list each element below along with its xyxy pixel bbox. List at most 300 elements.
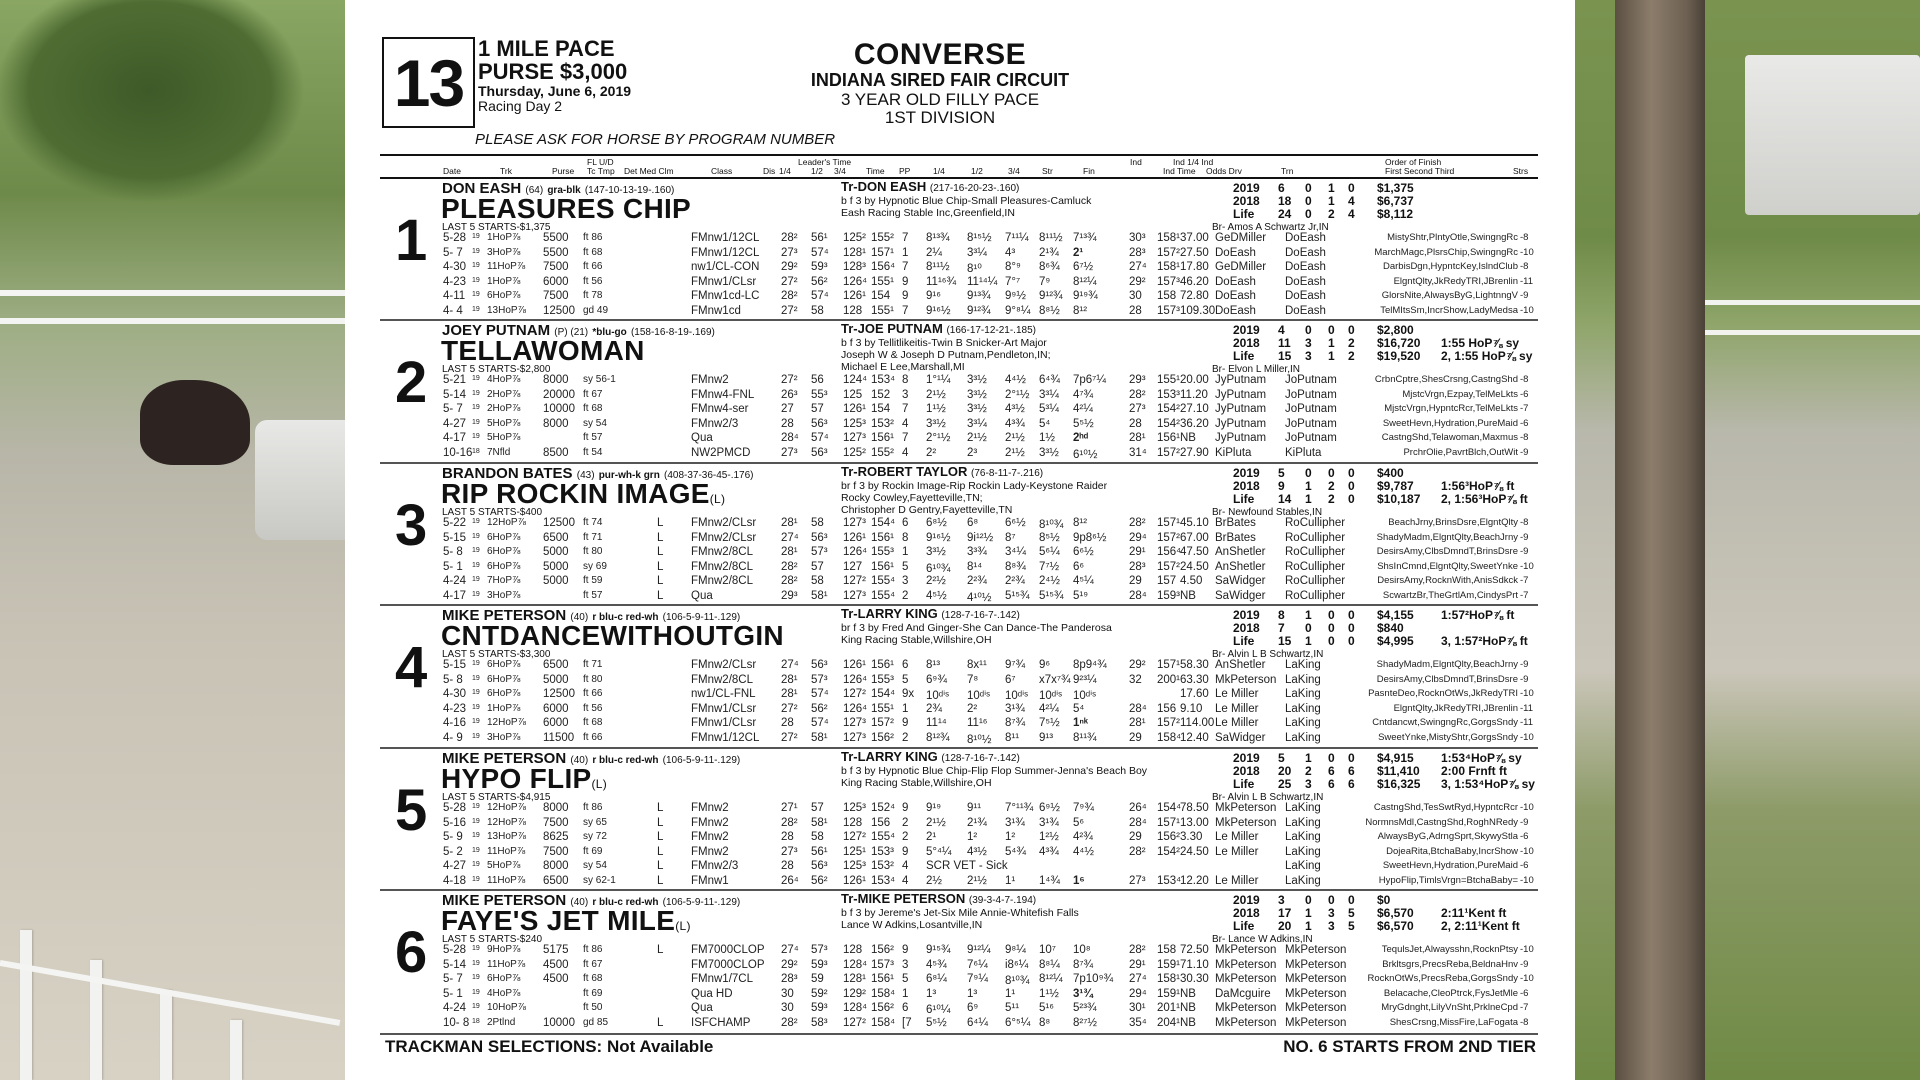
pp-h: 58 bbox=[811, 831, 824, 843]
pp-cond: ft 69 bbox=[583, 845, 603, 857]
pp-cond: ft 54 bbox=[583, 446, 603, 458]
pp-cond: ft 68 bbox=[583, 403, 603, 414]
pp-order-of-finish: CrbnCptre,ShesCrsng,CastngShd bbox=[1374, 374, 1518, 385]
pp-cond: ft 59 bbox=[583, 575, 603, 586]
pp-pp: 6 bbox=[902, 659, 909, 671]
pp-p2: 9¹¹ bbox=[967, 802, 982, 814]
stats-year: Life bbox=[1233, 492, 1255, 506]
pp-date: 5-22 bbox=[443, 517, 467, 529]
stats-starts: 8 bbox=[1278, 608, 1285, 622]
pp-trn: JoPutnam bbox=[1285, 374, 1337, 386]
pp-odds: 17.60 bbox=[1180, 688, 1209, 700]
pp-trk: 6HoP⅞ bbox=[487, 688, 521, 699]
pp-pp: 2 bbox=[902, 731, 909, 744]
pp-odds: 12.20 bbox=[1180, 874, 1209, 887]
race-distance: 1 MILE PACE bbox=[478, 36, 615, 61]
pp-q: 28² bbox=[781, 290, 798, 302]
pp-q: 28¹ bbox=[781, 673, 798, 686]
driver-name: JOEY PUTNAM bbox=[442, 322, 551, 339]
pp-p3: 1² bbox=[1005, 831, 1016, 843]
pp-cls: FMnw2/CLsr bbox=[691, 517, 757, 529]
pp-h: 57 bbox=[811, 403, 824, 415]
driver-stats: (408-37-36-45-.176) bbox=[663, 470, 754, 481]
pp-odds: 3.30 bbox=[1180, 831, 1203, 843]
stats-record: 2, 1:56³HoP⅞ ft bbox=[1441, 492, 1528, 506]
pp-time: 156 bbox=[871, 816, 891, 829]
pp-h: 57 bbox=[811, 802, 824, 814]
pp-tq: 127² bbox=[843, 831, 867, 843]
pp-q: 27² bbox=[781, 702, 798, 715]
pp-year: 18 bbox=[472, 1017, 480, 1025]
pp-odds: 30.30 bbox=[1180, 973, 1209, 985]
pp-q: 28 bbox=[781, 860, 794, 872]
pp-fin: 7p10⁹¾ bbox=[1073, 973, 1114, 985]
pp-purse: 8625 bbox=[543, 831, 569, 843]
pp-trk: 4HoP⅞ bbox=[487, 987, 521, 999]
pp-purse: 7500 bbox=[543, 816, 569, 829]
pp-p3: 10ᵈⁱˢ bbox=[1005, 690, 1029, 702]
header-rule-bottom bbox=[380, 177, 1538, 179]
pp-purse: 6500 bbox=[543, 531, 569, 544]
pp-odds: 27.50 bbox=[1180, 246, 1209, 259]
stats-shows: 5 bbox=[1348, 919, 1355, 933]
pp-cls: FMnw4-FNL bbox=[691, 388, 755, 401]
pp-str: 1²½ bbox=[1039, 831, 1059, 843]
pp-q: 28² bbox=[781, 232, 798, 244]
pp-time: 154⁴ bbox=[871, 517, 896, 529]
pp-p3: 9°⁸¼ bbox=[1005, 304, 1031, 317]
pp-year: 19 bbox=[472, 974, 480, 981]
stats-starts: 15 bbox=[1278, 634, 1292, 648]
pp-drv: BrBates bbox=[1215, 531, 1256, 544]
pp-cond: ft 80 bbox=[583, 546, 603, 557]
pp-time: 156² bbox=[871, 1002, 895, 1014]
pp-q: 28³ bbox=[781, 973, 798, 985]
pp-year: 19 bbox=[472, 832, 480, 839]
pp-itime: 204¹ bbox=[1157, 1016, 1181, 1029]
pp-h: 56² bbox=[811, 275, 828, 288]
pp-p1: 9¹⁹ bbox=[926, 802, 942, 814]
pp-purse: 7500 bbox=[543, 845, 569, 858]
pp-trk: 6HoP⅞ bbox=[487, 673, 521, 685]
pp-year: 19 bbox=[472, 404, 480, 411]
pp-p2: 4³½ bbox=[967, 845, 987, 858]
pp-itime: 153³ bbox=[1157, 388, 1181, 401]
pp-time: 155⁴ bbox=[871, 831, 896, 843]
pp-odds: 58.30 bbox=[1180, 659, 1209, 671]
pp-year: 19 bbox=[472, 389, 480, 397]
pp-ind: 27⁴ bbox=[1129, 973, 1147, 985]
trainer-block bbox=[841, 322, 1051, 373]
stats-earnings: $16,720 bbox=[1377, 336, 1421, 350]
stats-wins: 0 bbox=[1305, 207, 1312, 221]
pp-drv: Le Miller bbox=[1215, 845, 1259, 858]
pp-str: 7⁵½ bbox=[1039, 717, 1060, 729]
pp-q: 27³ bbox=[781, 246, 798, 259]
past-performance-row bbox=[345, 261, 1575, 276]
past-performance-lines bbox=[345, 802, 1575, 889]
past-performance-row bbox=[345, 959, 1575, 974]
column-headers bbox=[345, 157, 1575, 177]
horse-name: FAYE'S JET MILE bbox=[441, 905, 676, 936]
pp-ind: 28¹ bbox=[1129, 717, 1146, 729]
stats-earnings: $10,187 bbox=[1377, 492, 1421, 506]
pp-trk: 2Ptlnd bbox=[487, 1016, 516, 1028]
pp-trk: 6HoP⅞ bbox=[487, 973, 521, 984]
pp-year: 19 bbox=[472, 861, 480, 868]
pp-p1: 1¹½ bbox=[926, 403, 946, 415]
stats-earnings: $16,325 bbox=[1377, 777, 1421, 791]
pp-order-of-finish: SweetHevn,Hydration,PureMaid bbox=[1382, 417, 1518, 429]
pp-drv: Le Miller bbox=[1215, 688, 1259, 700]
stats-starts: 20 bbox=[1278, 919, 1292, 933]
stats-wins: 2 bbox=[1305, 764, 1312, 778]
pp-year: 19 bbox=[472, 945, 480, 952]
pp-tq: 127³ bbox=[843, 432, 867, 444]
pp-starters: -10 bbox=[1520, 304, 1534, 316]
stats-places: 2 bbox=[1328, 492, 1335, 506]
pp-pp: 7 bbox=[902, 261, 909, 273]
pp-trn: RoCullipher bbox=[1285, 560, 1346, 573]
stats-year: Life bbox=[1233, 919, 1255, 933]
stats-record: 3, 1:57²HoP⅞ ft bbox=[1441, 634, 1528, 648]
pp-q: 27² bbox=[781, 275, 798, 288]
pp-drv: KiPluta bbox=[1215, 446, 1252, 459]
pp-p1: 2¾ bbox=[926, 702, 942, 715]
pp-pp: 5 bbox=[902, 973, 909, 985]
pp-str: 8⁵½ bbox=[1039, 531, 1060, 544]
pp-trn: MkPeterson bbox=[1285, 987, 1347, 1000]
pp-year: 19 bbox=[472, 703, 480, 711]
pp-starters: -8 bbox=[1520, 374, 1529, 385]
pp-str: 7⁹ bbox=[1039, 275, 1051, 288]
pp-h: 56³ bbox=[811, 531, 828, 544]
pp-tq: 128 bbox=[843, 304, 863, 317]
pp-odds: NB bbox=[1180, 432, 1196, 444]
pp-date: 5- 7 bbox=[443, 403, 463, 415]
pp-date: 5-28 bbox=[443, 944, 467, 956]
stats-wins: 1 bbox=[1305, 492, 1312, 506]
pp-drv: BrBates bbox=[1215, 517, 1256, 529]
horse-name-line bbox=[441, 620, 784, 652]
col-trainer: Trn bbox=[1281, 166, 1294, 176]
pp-cls: FMnw1cd bbox=[691, 304, 741, 317]
pp-cond: ft 57 bbox=[583, 432, 603, 443]
pp-ind: 30³ bbox=[1129, 232, 1146, 244]
stats-wins: 0 bbox=[1305, 194, 1312, 208]
pp-time: 155³ bbox=[871, 673, 895, 686]
pp-time: 156¹ bbox=[871, 531, 895, 544]
pp-trk: 1HoP⅞ bbox=[487, 232, 521, 243]
pp-trk: 11HoP⅞ bbox=[487, 261, 526, 272]
pp-date: 5-28 bbox=[443, 802, 467, 814]
owner: King Racing Stable,Willshire,OH bbox=[841, 777, 992, 789]
pedigree: b f 3 by Hypnotic Blue Chip-Flip Flop Summer-Jenna's Beach Boy bbox=[841, 764, 1148, 777]
pp-trk: 12HoP⅞ bbox=[487, 717, 526, 728]
pp-tq: 125³ bbox=[843, 417, 867, 430]
horse-name-line bbox=[441, 193, 691, 225]
pp-h: 59³ bbox=[811, 261, 828, 273]
pp-year: 19 bbox=[472, 988, 480, 996]
stats-places: 1 bbox=[1328, 349, 1335, 363]
pp-p1: 6¹⁰¼ bbox=[926, 1004, 951, 1016]
stats-earnings: $400 bbox=[1377, 466, 1404, 480]
pp-time: 154 bbox=[871, 290, 891, 302]
pp-tq: 126⁴ bbox=[843, 546, 868, 558]
pp-cond: ft 74 bbox=[583, 517, 603, 528]
pp-itime: 158¹ bbox=[1157, 973, 1181, 985]
stats-shows: 2 bbox=[1348, 349, 1355, 363]
pp-pp: 6 bbox=[902, 517, 909, 529]
pp-fin: 4⁴½ bbox=[1073, 845, 1094, 858]
pp-trk: 12HoP⅞ bbox=[487, 802, 526, 813]
pp-p3: 9⁷¾ bbox=[1005, 659, 1026, 671]
pp-drv: JyPutnam bbox=[1215, 374, 1267, 386]
pp-purse: 11500 bbox=[543, 731, 575, 744]
pp-year: 19 bbox=[472, 674, 480, 682]
past-performance-row bbox=[345, 732, 1575, 747]
pp-med: L bbox=[657, 517, 664, 529]
program-number: 3 bbox=[395, 493, 428, 558]
pp-fin: 9²³¼ bbox=[1073, 673, 1097, 686]
pp-purse: 6500 bbox=[543, 659, 569, 671]
pp-p1: 1°¹¼ bbox=[926, 374, 951, 386]
pp-starters: -11 bbox=[1520, 702, 1534, 714]
pp-p1: 3³½ bbox=[926, 417, 946, 430]
pp-cond: sy 72 bbox=[583, 831, 607, 842]
race-number-box bbox=[382, 37, 475, 128]
pp-cls: FMnw1/CLsr bbox=[691, 717, 757, 729]
stats-record: 3, 1:53⁴HoP⅞ sy bbox=[1441, 777, 1535, 791]
past-performance-row bbox=[345, 389, 1575, 404]
pp-p2: 3³¼ bbox=[967, 246, 987, 259]
pp-p1: 8¹²¾ bbox=[926, 731, 950, 744]
pp-pp: 7 bbox=[902, 403, 909, 415]
pp-p3: 3⁴¼ bbox=[1005, 546, 1026, 558]
pp-q: 27² bbox=[781, 304, 798, 317]
pp-itime: 157² bbox=[1157, 560, 1181, 573]
pp-trk: 13HoP⅞ bbox=[487, 304, 526, 316]
pp-q: 28 bbox=[781, 417, 794, 430]
tier-note: NO. 6 STARTS FROM 2ND TIER bbox=[1283, 1037, 1536, 1056]
col-odds-drv: Odds Drv bbox=[1206, 166, 1242, 176]
col-fl-ud: FL U/D bbox=[587, 157, 614, 167]
pp-trn: LaKing bbox=[1285, 673, 1321, 686]
pp-pp: 8 bbox=[902, 374, 909, 386]
pp-drv: SaWidger bbox=[1215, 589, 1266, 602]
pedigree: b f 3 by Tellitlikeitis-Twin B Snicker-Art Major bbox=[841, 336, 1047, 349]
pp-starters: -7 bbox=[1520, 1002, 1529, 1013]
pp-starters: -6 bbox=[1520, 860, 1529, 871]
driver-weight: (43) bbox=[576, 470, 595, 481]
pp-pp: 9 bbox=[902, 290, 909, 302]
pp-time: 156¹ bbox=[871, 973, 895, 985]
pp-starters: -9 bbox=[1520, 546, 1529, 557]
pp-starters: -11 bbox=[1520, 275, 1534, 287]
stats-places: 0 bbox=[1328, 608, 1335, 622]
pp-time: 154 bbox=[871, 403, 891, 415]
stats-starts: 20 bbox=[1278, 764, 1292, 778]
stats-earnings: $9,787 bbox=[1377, 479, 1414, 493]
pp-cond: ft 56 bbox=[583, 702, 603, 714]
pp-drv: Le Miller bbox=[1215, 831, 1259, 843]
pp-p1: 2¹½ bbox=[926, 388, 946, 401]
stats-shows: 0 bbox=[1348, 634, 1355, 648]
stats-year: Life bbox=[1233, 349, 1255, 363]
pp-str: 2¹¾ bbox=[1039, 246, 1059, 259]
pp-cls: FMnw2/8CL bbox=[691, 575, 753, 587]
race-number: 13 bbox=[393, 45, 464, 120]
pp-cond: ft 66 bbox=[583, 261, 603, 272]
stats-starts: 24 bbox=[1278, 207, 1292, 221]
pp-tq: 126¹ bbox=[843, 290, 867, 302]
stats-wins: 3 bbox=[1305, 336, 1312, 350]
pp-h: 56² bbox=[811, 874, 828, 887]
past-performance-row bbox=[345, 717, 1575, 732]
pp-p2: 3³½ bbox=[967, 403, 987, 415]
pp-p3: 3¹¾ bbox=[1005, 816, 1025, 829]
pp-starters: -7 bbox=[1520, 403, 1529, 414]
pp-cond: sy 54 bbox=[583, 860, 607, 871]
pp-cls: FMnw2 bbox=[691, 831, 729, 843]
pp-p3: 3¹¾ bbox=[1005, 702, 1025, 715]
pp-str: 6⁹½ bbox=[1039, 802, 1060, 814]
pp-fin: 1ⁿᵏ bbox=[1073, 717, 1088, 729]
stats-record: 2:11¹Kent ft bbox=[1441, 906, 1507, 920]
pp-p3: 8°⁹ bbox=[1005, 261, 1021, 273]
pp-pp: 2 bbox=[902, 831, 909, 843]
pp-h: 56 bbox=[811, 374, 824, 386]
pp-cls: FMnw2/8CL bbox=[691, 560, 753, 573]
last-five-starts: LAST 5 STARTS-$2,800 bbox=[442, 364, 551, 375]
pp-pp: 9 bbox=[902, 845, 909, 858]
pp-cond: ft 68 bbox=[583, 246, 603, 258]
trailer-image bbox=[1745, 55, 1920, 215]
pp-fin: 7¹³¾ bbox=[1073, 232, 1097, 244]
pp-time: 157¹ bbox=[871, 246, 895, 259]
pp-year: 19 bbox=[472, 817, 480, 825]
pp-med: L bbox=[657, 874, 664, 887]
trainer-name: Tr-DON EASH bbox=[841, 179, 927, 194]
pp-str: 3³¼ bbox=[1039, 388, 1059, 401]
pp-time: 154⁴ bbox=[871, 688, 896, 700]
pp-odds: 27.10 bbox=[1180, 403, 1209, 415]
pp-drv: Le Miller bbox=[1215, 717, 1259, 729]
pp-fin: 2¹ bbox=[1073, 246, 1084, 259]
past-performance-lines bbox=[345, 517, 1575, 604]
pp-year: 19 bbox=[472, 433, 480, 440]
pp-date: 4-17 bbox=[443, 432, 467, 444]
entry-divider bbox=[380, 1033, 1538, 1035]
col-date: Date bbox=[443, 166, 461, 176]
pp-drv: DoEash bbox=[1215, 304, 1256, 317]
stats-starts: 4 bbox=[1278, 323, 1285, 337]
pp-p3: 5⁴¾ bbox=[1005, 845, 1026, 858]
pp-odds: 72.50 bbox=[1180, 944, 1209, 956]
pp-ind: 29³ bbox=[1129, 374, 1146, 386]
pp-purse: 8500 bbox=[543, 446, 569, 459]
pp-cls: Qua bbox=[691, 589, 713, 602]
stats-year: 2019 bbox=[1233, 751, 1260, 765]
pp-odds: 63.30 bbox=[1180, 673, 1209, 686]
stats-wins: 0 bbox=[1305, 621, 1312, 635]
pp-purse: 5000 bbox=[543, 673, 569, 686]
col-ind-quarter: Ind bbox=[1130, 157, 1142, 167]
pp-cond: gd 85 bbox=[583, 1016, 609, 1028]
pp-cls: FMnw1/12CL bbox=[691, 731, 760, 744]
pp-itime: 158¹ bbox=[1157, 232, 1181, 244]
pp-starters: -6 bbox=[1520, 987, 1529, 999]
pp-year: 19 bbox=[472, 233, 480, 240]
col-pp: PP bbox=[899, 166, 911, 176]
pp-trn: RoCullipher bbox=[1285, 575, 1346, 587]
pp-med: L bbox=[657, 816, 664, 829]
pp-q: 27⁴ bbox=[781, 531, 799, 544]
pp-time: 153⁴ bbox=[871, 374, 896, 386]
pp-h: 59² bbox=[811, 987, 828, 1000]
pp-trn: DoEash bbox=[1285, 290, 1326, 302]
pp-tq: 128¹ bbox=[843, 973, 867, 985]
pp-odds: 12.40 bbox=[1180, 731, 1209, 744]
stats-record: 2:00 Frnft ft bbox=[1441, 764, 1507, 778]
pp-date: 5-14 bbox=[443, 958, 467, 971]
pp-drv: DoEash bbox=[1215, 275, 1256, 288]
pp-fin: 4⁷¾ bbox=[1073, 388, 1094, 401]
past-performance-row bbox=[345, 447, 1575, 462]
stats-places: 0 bbox=[1328, 634, 1335, 648]
pp-fin: 5⁴ bbox=[1073, 702, 1085, 715]
pp-time: 153² bbox=[871, 860, 895, 872]
stats-wins: 1 bbox=[1305, 479, 1312, 493]
horse-name-line bbox=[441, 763, 607, 795]
pp-tq: 128⁴ bbox=[843, 1002, 868, 1014]
stats-year: 2018 bbox=[1233, 764, 1260, 778]
past-performance-row bbox=[345, 575, 1575, 590]
pp-trk: 9HoP⅞ bbox=[487, 944, 521, 955]
pp-ind: 28² bbox=[1129, 845, 1146, 858]
pp-p3: 6⁷ bbox=[1005, 673, 1016, 686]
pp-itime: 154² bbox=[1157, 403, 1181, 415]
col-order-sub: First Second Third bbox=[1385, 166, 1455, 176]
stats-places: 1 bbox=[1328, 181, 1335, 195]
pp-p3: 6⁶½ bbox=[1005, 517, 1026, 529]
pp-tq: 126¹ bbox=[843, 531, 867, 544]
col-starters: Strs bbox=[1513, 166, 1529, 176]
pp-trn: LaKing bbox=[1285, 731, 1321, 744]
pp-order-of-finish: ShesCrsng,MissFire,LaFogata bbox=[1389, 1016, 1518, 1028]
pp-pp: 7 bbox=[902, 232, 909, 244]
horse-name: PLEASURES CHIP bbox=[441, 193, 692, 224]
pp-str: 6⁴¾ bbox=[1039, 374, 1060, 386]
pp-date: 4-17 bbox=[443, 589, 467, 602]
stats-wins: 1 bbox=[1305, 906, 1312, 920]
pp-trk: 12HoP⅞ bbox=[487, 816, 526, 828]
pp-order-of-finish: RocknOtWs,PrecsReba,GorgsSndy bbox=[1367, 973, 1518, 984]
pp-fin: 8¹² bbox=[1073, 517, 1088, 529]
pp-date: 5- 8 bbox=[443, 673, 463, 686]
pp-drv: DoEash bbox=[1215, 290, 1256, 302]
pp-trn: JoPutnam bbox=[1285, 417, 1337, 430]
pp-h: 57⁴ bbox=[811, 246, 829, 259]
pp-order-of-finish: SweetYnke,MistyShtr,GorgsSndy bbox=[1378, 731, 1518, 743]
pp-pp: 1 bbox=[902, 987, 909, 1000]
pp-str: 4²¼ bbox=[1039, 702, 1059, 715]
pp-order-of-finish: MjstcVrgn,Ezpay,TelMeLkts bbox=[1402, 388, 1518, 400]
col-leader-half: 1/2 bbox=[811, 166, 823, 176]
pp-time: 155¹ bbox=[871, 304, 895, 317]
pp-odds: 47.50 bbox=[1180, 546, 1209, 558]
pp-tq: 127³ bbox=[843, 517, 867, 529]
